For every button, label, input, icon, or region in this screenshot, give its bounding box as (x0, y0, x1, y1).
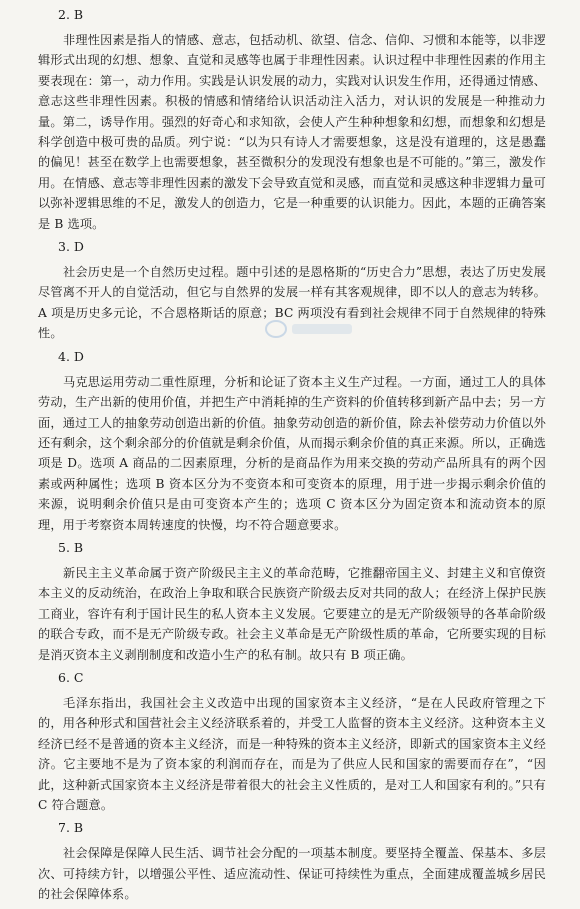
answer-number: 3. D (58, 239, 84, 255)
answer-item-7 (38, 819, 546, 904)
explanation-paragraph: 毛泽东指出，我国社会主义改造中出现的国家资本主义经济，“是在人民政府管理之下的，用各种形式和国营社会主义经济联系着的，并受工人监督的资本主义经济。这种资本主义经济已经不是普通的资本主义经济，而是一种特殊的资本主义经济，即新式的国家资本主义经济。它主要地不是为了资本家的利润而存在，而是为了供应人民和国家的需要而存在”，“因此，这种新式国家资本主义经济是带着很大的社会主义性质的，是对工人和国家有利的。”只有 C 符合题意。 (38, 695, 546, 812)
explanation-paragraph: 新民主主义革命属于资产阶级民主主义的革命范畴，它推翻帝国主义、封建主义和官僚资本主义的反动统治，在政治上争取和联合民族资产阶级去反对共同的敌人；在经济上保护民族工商业，容许有利于国计民生的私人资本主义发展。它要建立的是无产阶级领导的各革命阶级的联合专政，而不是无产阶级专政。社会主义革命是无产阶级性质的革命，它所要实现的目标是消灭资本主义剥削制度和改造小生产的私有制。故只有 B 项正确。 (38, 565, 546, 662)
answer-number: 7. B (58, 820, 84, 836)
document-page (38, 6, 546, 909)
answer-number: 6. C (58, 669, 84, 685)
explanation-paragraph: 社会保障是保障人民生活、调节社会分配的一项基本制度。要坚持全覆盖、保基本、多层次、可持续方针，以增强公平性、适应流动性、保证可持续性为重点，全面建成覆盖城乡居民的社会保障体系。 (38, 846, 546, 902)
answer-item-4 (38, 348, 546, 535)
answer-item-3 (38, 238, 546, 344)
answer-item-2 (38, 6, 546, 234)
explanation-paragraph: 马克思运用劳动二重性原理，分析和论证了资本主义生产过程。一方面，通过工人的具体劳动，生产出新的使用价值，并把生产中消耗掉的生产资料的价值转移到新产品中去；另一方面，通过工人的抽象劳动创造出新的价值。抽象劳动创造的新价值，除去补偿劳动力价值以外还有剩余，这个剩余部分的价值就是剩余价值，从而揭示剩余价值的真正来源。所以，正确选项是 D。选项 A 商品的二因素原理，分析的是商品作为用来交换的劳动产品所具有的两个因素或两种属性；选项 B 资本区分为不变资本和可变资本的原理，用于进一步揭示剩余价值的来源，说明剩余价值只是由可变资本产生的；选项 C 资本区分为固定资本和流动资本的原理，用于考察资本周转速度的快慢，均不符合题意要求。 (38, 374, 546, 532)
answer-item-6 (38, 669, 546, 815)
answer-number: 4. D (58, 348, 84, 364)
answer-item-5 (38, 539, 546, 665)
answer-number: 2. B (58, 7, 84, 22)
answer-number: 5. B (58, 539, 84, 555)
explanation-paragraph: 非理性因素是指人的情感、意志，包括动机、欲望、信念、信仰、习惯和本能等，以非逻辑形式出现的幻想、想象、直觉和灵感等也属于非理性因素。认识过程中非理性因素的作用主要表现在：第一，动力作用。实践是认识发展的动力，实践对认识发生作用，还得通过情感、意志这些非理性因素。积极的情感和情绪给认识活动注入活力，对认识的发展是一种推动力量。第二，诱导作用。强烈的好奇心和求知欲，会使人产生种种想象和幻想，而想象和幻想是科学创造中极可贵的品质。列宁说：“以为只有诗人才需要想象，这是没有道理的，这是愚蠢的偏见！甚至在数学上也需要想象，甚至微积分的发现没有想象也是不可能的。”第三，激发作用。在情感、意志等非理性因素的激发下会导致直觉和灵感，而直觉和灵感这种非逻辑力量可以弥补逻辑思维的不足，激发人的创造力，它是一种重要的认识能力。因此，本题的正确答案是 B 选项。 (38, 33, 546, 231)
explanation-paragraph: 社会历史是一个自然历史过程。题中引述的是恩格斯的“历史合力”思想，表达了历史发展尽管离不开人的自觉活动，但它与自然界的发展一样有其客观规律，即不以人的意志为转移。A 项是历史多元论，不合恩格斯话的原意；BC 两项没有看到社会规律不同于自然规律的特殊性。 (38, 265, 546, 341)
